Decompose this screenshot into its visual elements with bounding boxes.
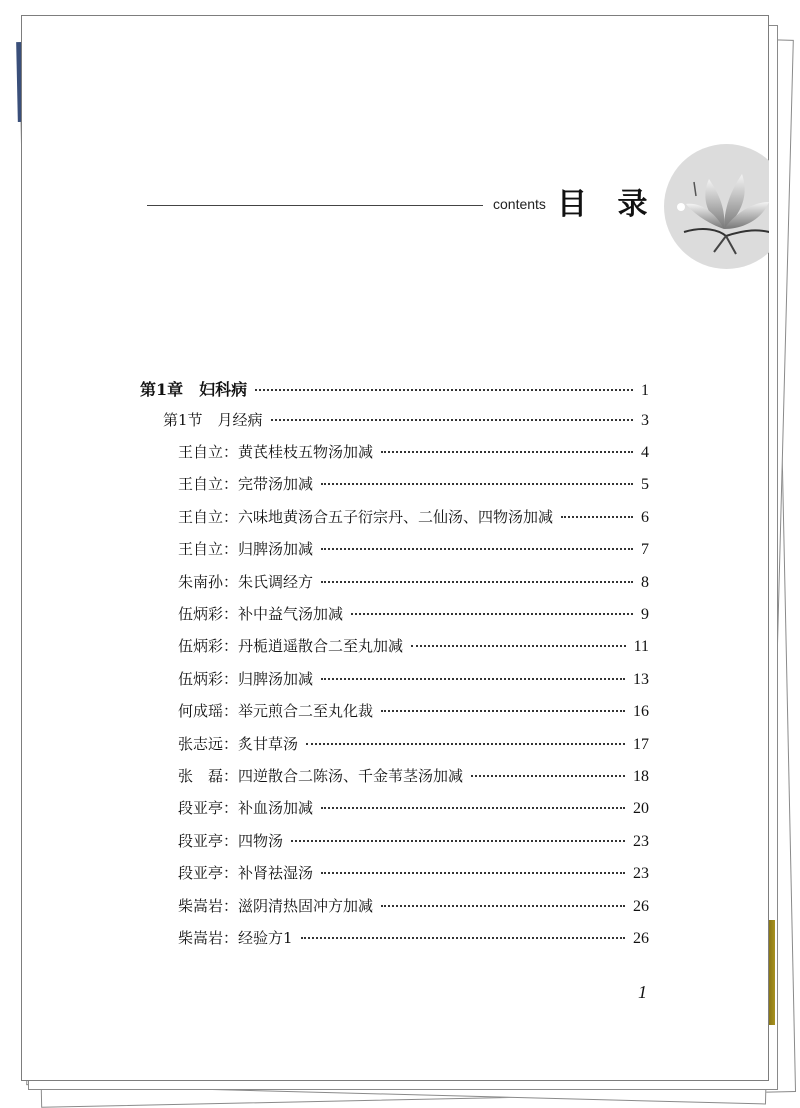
header-rule — [147, 205, 483, 206]
dot-leader — [301, 937, 625, 939]
dot-leader — [471, 775, 625, 777]
header-dot — [677, 203, 685, 211]
toc-entry[interactable]: 张志远：炙甘草汤 17 — [178, 734, 649, 753]
toc-entry[interactable]: 伍炳彩：归脾汤加减 13 — [178, 669, 649, 688]
dot-leader — [271, 419, 633, 421]
toc-section[interactable]: 第1节 月经病 3 — [163, 411, 649, 429]
dot-leader — [351, 613, 633, 615]
toc-entry[interactable]: 段亚亭：补肾祛湿汤 23 — [178, 864, 649, 883]
dot-leader — [381, 451, 633, 453]
dot-leader — [321, 807, 625, 809]
toc-page — [21, 15, 769, 1081]
toc-entry[interactable]: 段亚亭：补血汤加减 20 — [178, 799, 649, 818]
toc-entry[interactable]: 王自立：归脾汤加减 7 — [178, 540, 649, 559]
toc-entry[interactable]: 朱南孙：朱氏调经方 8 — [178, 572, 649, 591]
toc-entry[interactable]: 伍炳彩：丹栀逍遥散合二至丸加减 11 — [178, 637, 649, 656]
toc-entry[interactable]: 柴嵩岩：滋阴清热固冲方加减 26 — [178, 896, 649, 915]
toc-entry[interactable]: 段亚亭：四物汤 23 — [178, 831, 649, 850]
dot-leader — [255, 389, 633, 391]
dot-leader — [321, 678, 625, 680]
dot-leader — [291, 840, 625, 842]
dot-leader — [321, 872, 625, 874]
dot-leader — [561, 516, 633, 518]
dot-leader — [321, 581, 633, 583]
toc-entry[interactable]: 张 磊：四逆散合二陈汤、千金苇茎汤加减 18 — [178, 767, 649, 785]
toc-entry[interactable]: 柴嵩岩：经验方1 26 — [178, 929, 649, 947]
toc-entry[interactable]: 王自立：六味地黄汤合五子衍宗丹、二仙汤、四物汤加减 6 — [178, 507, 649, 526]
dot-leader — [411, 645, 626, 647]
dot-leader — [381, 905, 625, 907]
dot-leader — [306, 743, 625, 745]
contents-label: contents — [493, 196, 546, 212]
dot-leader — [321, 548, 633, 550]
page-number: 1 — [638, 982, 647, 1002]
page-title: 目 录 — [557, 187, 648, 222]
toc-entry[interactable]: 王自立：完带汤加减 5 — [178, 475, 649, 494]
dot-leader — [321, 483, 633, 485]
dot-leader — [381, 710, 625, 712]
toc-entry[interactable]: 伍炳彩：补中益气汤加减 9 — [178, 605, 649, 623]
toc-entry[interactable]: 王自立：黄芪桂枝五物汤加减 4 — [178, 443, 649, 461]
toc-entry[interactable]: 何成瑶：举元煎合二至丸化裁 16 — [178, 702, 649, 721]
toc-chapter[interactable]: 第1章 妇科病 1 — [140, 380, 649, 399]
